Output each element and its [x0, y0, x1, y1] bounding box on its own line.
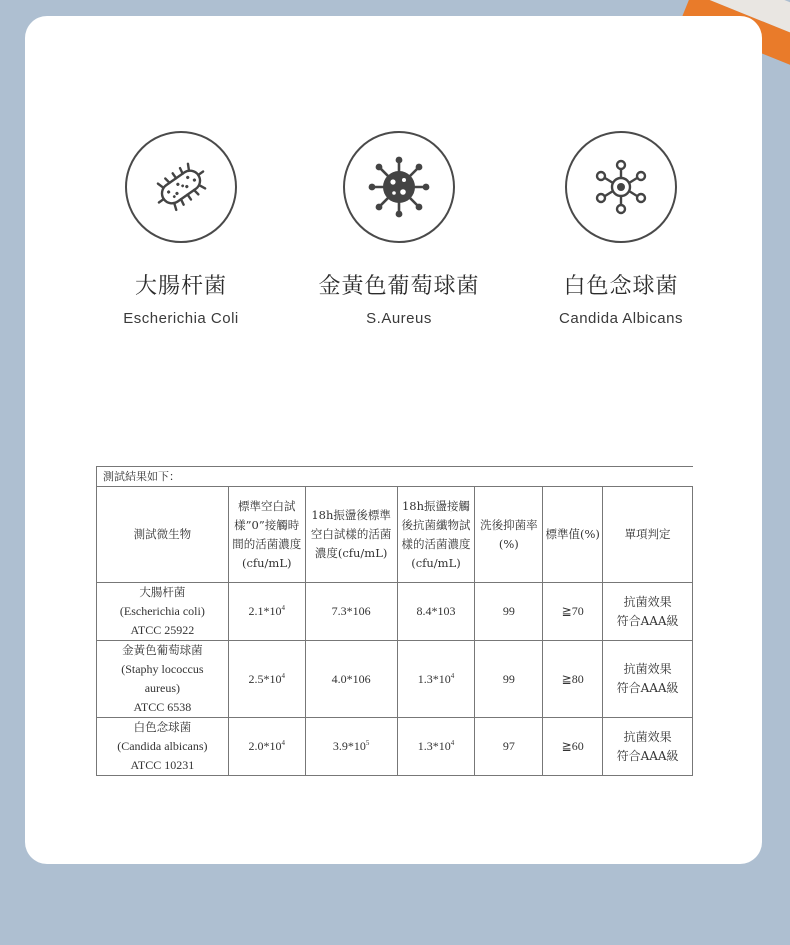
microbe-item-s-aureus [279, 131, 519, 327]
baseline-conc-cell: $2.0*10^4$ [228, 718, 305, 776]
test-results-table [96, 486, 693, 776]
microbe-name-cn: 白色念球菌 [563, 274, 679, 299]
test-results-table-wrap [96, 466, 693, 776]
header-18h-blank-conc: 18h振盪後標準空白試樣的活菌濃度(cfu/mL) [305, 487, 397, 583]
microbe-name-cn: 大腸杆菌 [134, 274, 227, 299]
blank-18h-cell: $3.9*10^5$ [305, 718, 397, 776]
blank-18h-cell: 7.3*106 [305, 583, 397, 641]
standard-cell: ≧80 [543, 641, 603, 718]
table-row [97, 718, 693, 776]
rate-cell: 99 [475, 583, 543, 641]
standard-cell: ≧60 [543, 718, 603, 776]
molecule-icon [591, 157, 651, 217]
microbe-icon-circle [125, 131, 237, 243]
microbe-name-en: Escherichia Coli [123, 310, 239, 327]
microbe-icon-circle [565, 131, 677, 243]
microbe-icon-circle [343, 131, 455, 243]
microbe-item-candida [501, 131, 741, 327]
treated-18h-cell: $1.3*10^4$ [397, 641, 475, 718]
table-title: 測試結果如下： [96, 466, 693, 486]
organism-cell: 白色念球菌 (Candida albicans) ATCC 10231 [97, 718, 229, 776]
verdict-cell: 抗菌效果 符合AAA級 [603, 641, 693, 718]
rate-cell: 97 [475, 718, 543, 776]
microbe-name-en: Candida Albicans [559, 310, 683, 327]
microbe-name-cn: 金黃色葡萄球菌 [318, 274, 480, 299]
header-verdict: 單項判定 [603, 487, 693, 583]
table-row [97, 583, 693, 641]
blank-18h-cell: 4.0*106 [305, 641, 397, 718]
table-row [97, 641, 693, 718]
treated-18h-cell: 8.4*103 [397, 583, 475, 641]
header-organism: 測試微生物 [97, 487, 229, 583]
header-inhibition-rate: 洗後抑菌率(%) [475, 487, 543, 583]
standard-cell: ≧70 [543, 583, 603, 641]
rate-cell: 99 [475, 641, 543, 718]
bacillus-icon [150, 156, 212, 218]
microbe-item-e-coli [61, 131, 301, 327]
microbe-name-en: S.Aureus [366, 310, 432, 327]
header-standard-value: 標準值(%) [543, 487, 603, 583]
verdict-cell: 抗菌效果 符合AAA級 [603, 583, 693, 641]
microbe-icons-section [25, 16, 762, 346]
header-18h-treated-conc: 18h振盪接觸後抗菌纖物試樣的活菌濃度(cfu/mL) [397, 487, 475, 583]
organism-cell: 金黃色葡萄球菌 (Staphy lococcus aureus) ATCC 6538 [97, 641, 229, 718]
content-card [25, 16, 762, 864]
baseline-conc-cell: $2.5*10^4$ [228, 641, 305, 718]
virus-icon [367, 155, 431, 219]
organism-cell: 大腸杆菌 (Escherichia coli) ATCC 25922 [97, 583, 229, 641]
baseline-conc-cell: $2.1*10^4$ [228, 583, 305, 641]
table-header-row [97, 487, 693, 583]
treated-18h-cell: $1.3*10^4$ [397, 718, 475, 776]
header-baseline-conc: 標準空白試樣”0”接觸時間的活菌濃度(cfu/mL) [228, 487, 305, 583]
verdict-cell: 抗菌效果 符合AAA級 [603, 718, 693, 776]
